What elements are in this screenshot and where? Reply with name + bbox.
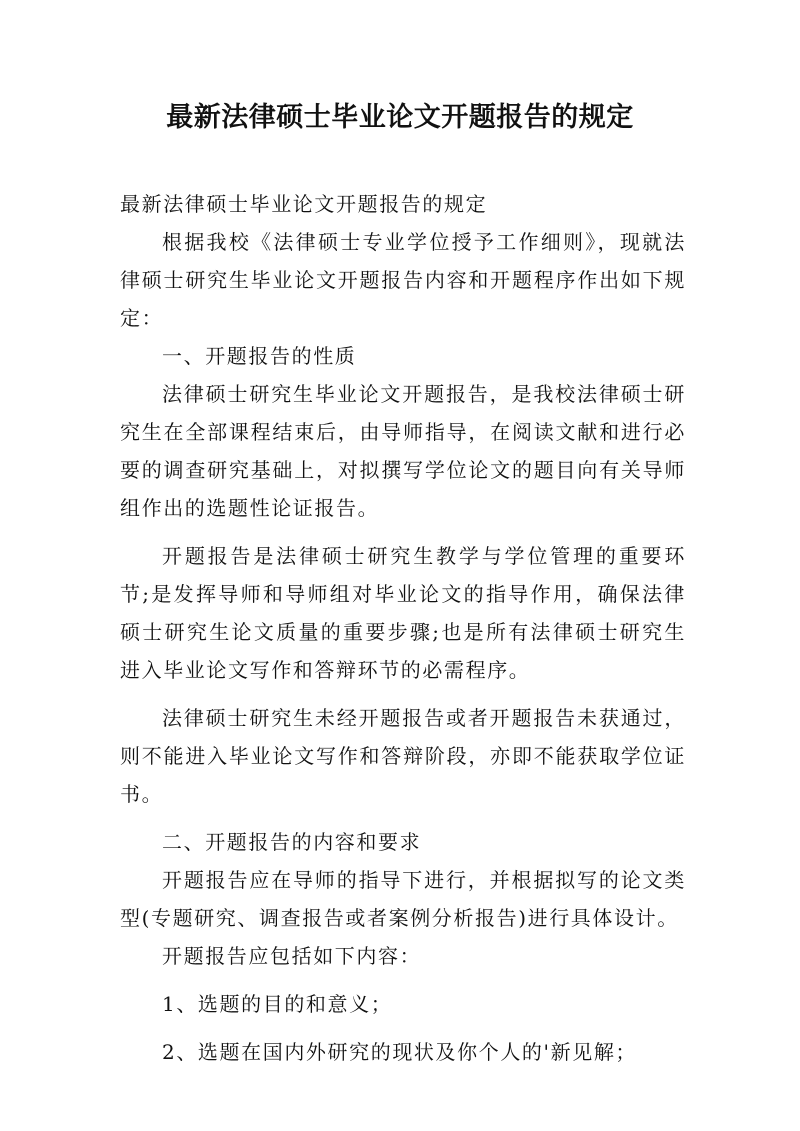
document-title: 最新法律硕士毕业论文开题报告的规定: [166, 102, 634, 133]
paragraph-intro: 根据我校《法律硕士专业学位授予工作细则》，现就法律硕士研究生毕业论文开题报告内容和开题程序作出如下规定：: [120, 230, 686, 330]
paragraph-content-list-intro: 开题报告应包括如下内容：: [162, 944, 422, 968]
paragraph-nature-definition: 法律硕士研究生毕业论文开题报告，是我校法律硕士研究生在全部课程结束后，由导师指导，在阅读文献和进行必要的调查研究基础上，对拟撰写学位论文的题目向有关导师组作出的选题性论证报告。: [120, 382, 686, 520]
paragraph-nature-requirement: 法律硕士研究生未经开题报告或者开题报告未获通过，则不能进入毕业论文写作和答辩阶段，亦即不能获取学位证书。: [120, 706, 686, 806]
paragraph-subtitle: 最新法律硕士毕业论文开题报告的规定: [120, 192, 488, 216]
paragraph-content-guidance: 开题报告应在导师的指导下进行，并根据拟写的论文类型(专题研究、调查报告或者案例分析报告)进行具体设计。: [120, 868, 686, 930]
paragraph-nature-importance: 开题报告是法律硕士研究生教学与学位管理的重要环节;是发挥导师和导师组对毕业论文的指导作用，确保法律硕士研究生论文质量的重要步骤;也是所有法律硕士研究生进入毕业论文写作和答辩环节的必需程序。: [120, 544, 686, 682]
list-item-1: 1、选题的目的和意义；: [162, 992, 393, 1016]
section-heading-nature: 一、开题报告的性质: [162, 344, 357, 368]
list-item-2: 2、选题在国内外研究的现状及你个人的'新见解；: [162, 1040, 638, 1064]
section-heading-content: 二、开题报告的内容和要求: [162, 830, 422, 854]
document-body: [120, 185, 686, 1071]
